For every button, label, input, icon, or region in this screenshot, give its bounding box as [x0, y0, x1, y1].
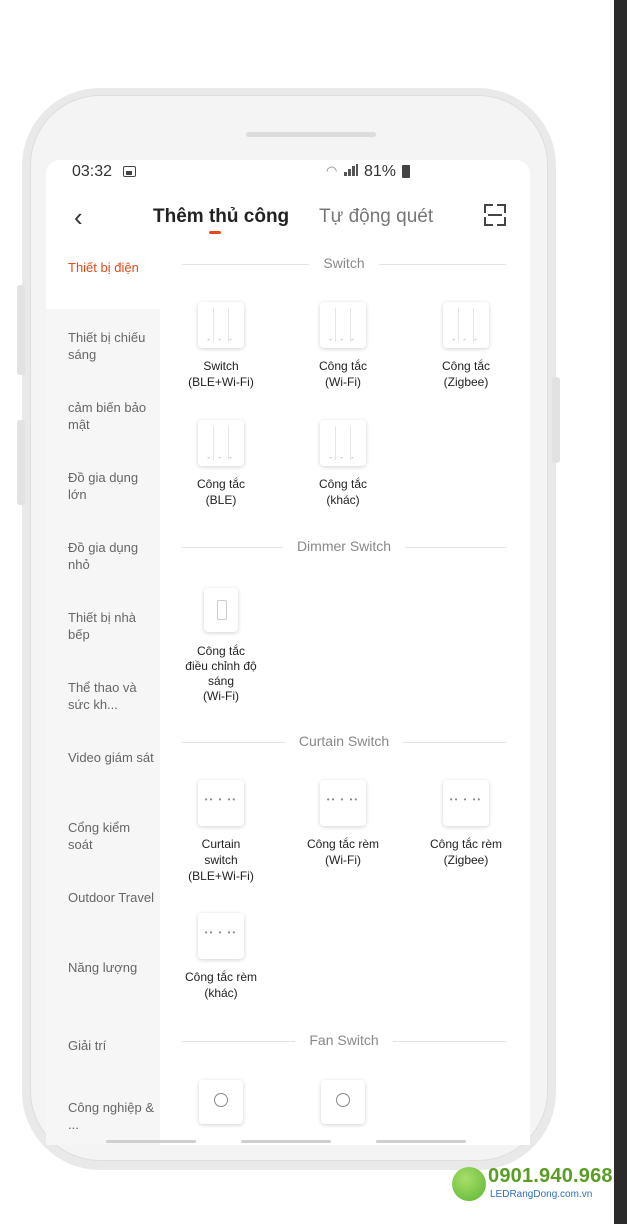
device-fan-switch-1[interactable] — [171, 1080, 271, 1124]
device-label: (BLE) — [205, 493, 237, 507]
device-label: Công tắc — [318, 477, 368, 491]
navigation-bar — [46, 1135, 530, 1145]
sidebar-item-cam-bien-bao-mat[interactable]: cảm biến bảo mật — [68, 400, 147, 432]
scan-icon[interactable] — [484, 204, 506, 226]
section-header-dimmer — [182, 537, 506, 557]
sidebar-item-do-gia-dung-nho[interactable]: Đồ gia dụng nhỏ — [68, 540, 139, 572]
logo-url: LEDRangDong.com.vn — [490, 1189, 593, 1200]
sidebar-item-thiet-bi-chieu-sang[interactable]: Thiết bị chiếu sáng — [68, 330, 146, 362]
device-dimmer-wifi[interactable] — [171, 588, 271, 704]
status-bar — [46, 160, 530, 186]
phone-screen — [46, 160, 530, 1145]
sidebar-item-video-giam-sat[interactable]: Video giám sát — [68, 750, 154, 765]
tab-manual-add[interactable]: Thêm thủ công — [153, 206, 290, 227]
device-switch-zigbee[interactable] — [416, 302, 516, 390]
section-header-fan — [182, 1031, 506, 1051]
volume-up-button — [17, 285, 25, 375]
logo-globe-icon — [452, 1167, 486, 1201]
sidebar-active-highlight — [46, 244, 160, 309]
back-chevron-icon[interactable]: ‹ — [74, 202, 83, 232]
sidebar-item-outdoor-travel[interactable]: Outdoor Travel — [68, 890, 154, 905]
device-switch-other[interactable] — [293, 420, 393, 508]
switch-icon: - - - — [198, 302, 244, 348]
device-label: (Wi-Fi) — [203, 689, 239, 703]
power-button — [552, 377, 560, 463]
section-title: Curtain Switch — [298, 733, 390, 749]
device-label: Curtain — [201, 837, 241, 851]
section-title: Switch — [323, 255, 365, 271]
image-icon — [123, 166, 136, 177]
fan-switch-icon — [321, 1080, 365, 1124]
device-label: switch — [204, 853, 238, 867]
switch-icon: - - - — [198, 420, 244, 466]
volume-down-button — [17, 420, 25, 505]
battery-percent: 81% — [364, 163, 397, 180]
section-header-curtain — [182, 732, 506, 752]
section-header-switch — [182, 254, 506, 274]
device-label: Công tắc — [196, 644, 246, 658]
sidebar-item-giai-tri[interactable]: Giải trí — [68, 1038, 107, 1053]
device-label: (BLE+Wi-Fi) — [188, 869, 254, 883]
device-curtain-ble-wifi[interactable] — [171, 780, 271, 884]
curtain-switch-icon: •• • •• — [443, 780, 489, 826]
section-title: Dimmer Switch — [296, 538, 392, 554]
device-label: Công tắc — [196, 477, 246, 491]
watermark-logo — [452, 1165, 612, 1205]
nav-bar-segment — [376, 1140, 466, 1143]
device-label: Công tắc rèm — [429, 837, 503, 851]
device-label: (Zigbee) — [443, 375, 489, 389]
sidebar-item-nang-luong[interactable]: Năng lượng — [68, 960, 138, 975]
sidebar-item-do-gia-dung-lon[interactable]: Đồ gia dụng lớn — [68, 470, 139, 502]
wifi-icon: ◠ — [326, 163, 338, 178]
tab-auto-scan[interactable]: Tự động quét — [319, 206, 434, 227]
sidebar-item-thiet-bi-nha-bep[interactable]: Thiết bị nhà bếp — [68, 610, 136, 642]
nav-bar-segment — [106, 1140, 196, 1143]
dimmer-switch-icon — [204, 588, 238, 632]
device-label: Công tắc — [441, 359, 491, 373]
sidebar-item-the-thao[interactable]: Thể thao và sức kh... — [68, 680, 137, 712]
device-curtain-zigbee[interactable] — [416, 780, 516, 868]
nav-bar-segment — [241, 1140, 331, 1143]
device-label: (khác) — [326, 493, 360, 507]
device-label: (Wi-Fi) — [325, 375, 361, 389]
curtain-switch-icon: •• • •• — [198, 780, 244, 826]
section-title: Fan Switch — [309, 1032, 379, 1048]
page-right-edge — [614, 0, 627, 1224]
device-label: (Zigbee) — [443, 853, 489, 867]
device-switch-ble-wifi[interactable] — [171, 302, 271, 390]
switch-icon: - - - — [443, 302, 489, 348]
device-label: Công tắc rèm — [306, 837, 380, 851]
fan-switch-icon — [199, 1080, 243, 1124]
device-fan-switch-2[interactable] — [293, 1080, 393, 1124]
device-switch-wifi[interactable] — [293, 302, 393, 390]
device-label: Switch — [203, 359, 239, 373]
device-label: Công tắc rèm — [184, 970, 258, 984]
switch-icon: - - - — [320, 420, 366, 466]
status-time: 03:32 — [72, 163, 113, 180]
device-curtain-wifi[interactable] — [293, 780, 393, 868]
active-tab-indicator — [209, 231, 221, 234]
sidebar-item-thiet-bi-dien[interactable]: Thiết bị điện — [68, 260, 139, 275]
battery-icon — [402, 165, 410, 178]
device-label: (Wi-Fi) — [325, 853, 361, 867]
phone-speaker — [246, 132, 376, 137]
sidebar-item-cong-kiem-soat[interactable]: Cổng kiểm soát — [68, 820, 131, 852]
device-curtain-other[interactable] — [171, 913, 271, 1001]
device-label: (BLE+Wi-Fi) — [188, 375, 254, 389]
device-label: sáng — [207, 674, 235, 688]
device-label: (khác) — [204, 986, 238, 1000]
device-label: điều chỉnh độ — [185, 659, 257, 673]
switch-icon: - - - — [320, 302, 366, 348]
curtain-switch-icon: •• • •• — [320, 780, 366, 826]
stray-mark — [0, 172, 1, 188]
device-switch-ble[interactable] — [171, 420, 271, 508]
sidebar-item-cong-nghiep[interactable]: Công nghiệp & ... — [68, 1100, 155, 1132]
curtain-switch-icon: •• • •• — [198, 913, 244, 959]
signal-icon — [344, 164, 358, 176]
device-label: Công tắc — [318, 359, 368, 373]
logo-phone: 0901.940.968 — [488, 1165, 613, 1187]
